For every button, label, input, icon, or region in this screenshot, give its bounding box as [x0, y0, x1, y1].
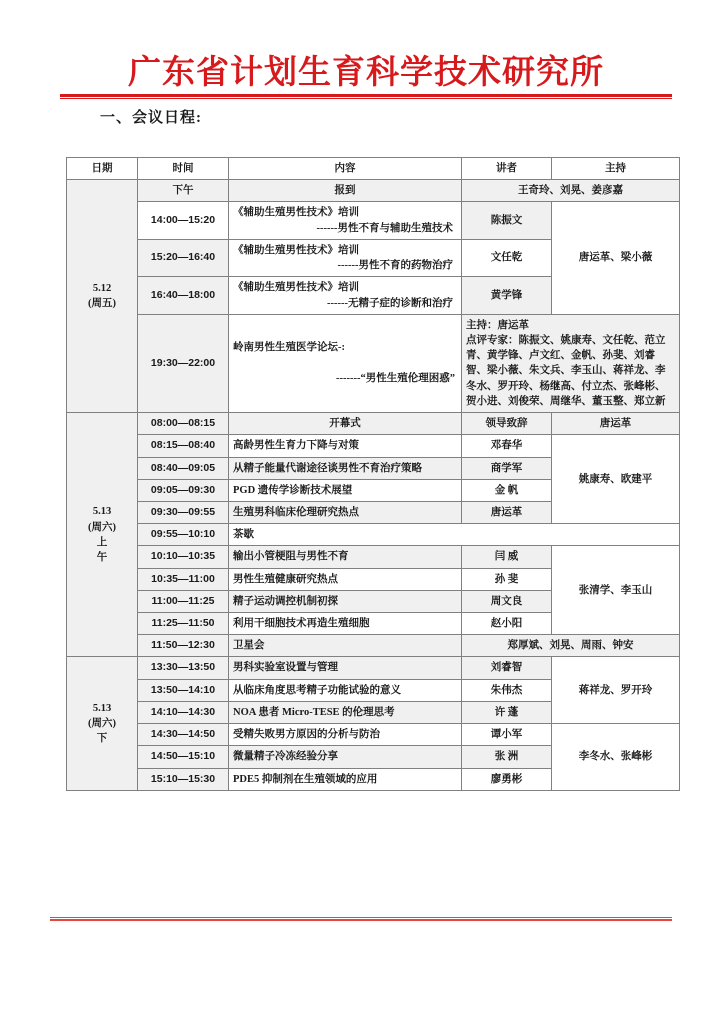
time-cell: 08:40—09:05 [138, 457, 229, 479]
topic-cell: PDE5 抑制剂在生殖领域的应用 [229, 768, 462, 790]
topic-line-1: 《辅助生殖男性技术》培训 [233, 244, 359, 256]
date-cell-day2-am [67, 413, 138, 657]
host-merged-cell: 郑厚斌、刘晃、周雨、钟安 [462, 635, 680, 657]
speaker-cell: 文任乾 [462, 239, 552, 276]
topic-cell: 受精失败男方原因的分析与防治 [229, 724, 462, 746]
time-cell: 11:25—11:50 [138, 613, 229, 635]
speaker-cell: 闫 威 [462, 546, 552, 568]
table-row [67, 635, 680, 657]
time-cell: 10:10—10:35 [138, 546, 229, 568]
time-cell: 14:30—14:50 [138, 724, 229, 746]
speaker-cell: 商学军 [462, 457, 552, 479]
time-cell: 11:50—12:30 [138, 635, 229, 657]
forum-host-label: 主持： [466, 319, 498, 331]
time-cell: 11:00—11:25 [138, 590, 229, 612]
panel-label: 点评专家： [466, 334, 519, 346]
date-value: 5.13 [92, 702, 112, 714]
table-header [67, 158, 680, 180]
time-cell: 下午 [138, 180, 229, 202]
date-cell-day2-pm [67, 657, 138, 790]
forum-line-1: 岭南男性生殖医学论坛-: [233, 342, 345, 354]
topic-cell-break: 茶歇 [229, 524, 680, 546]
topic-line-1: 《辅助生殖男性技术》培训 [233, 207, 359, 219]
table-row [67, 546, 680, 568]
panel-experts-cell [462, 314, 680, 412]
weekday-value: (周六) [88, 521, 116, 533]
half-day-value: 下 [96, 733, 108, 745]
time-cell: 08:15—08:40 [138, 435, 229, 457]
weekday-value: (周六) [88, 718, 116, 730]
speaker-cell: 赵小阳 [462, 613, 552, 635]
speaker-cell: 邓春华 [462, 435, 552, 457]
host-cell: 唐运革 [552, 413, 680, 435]
time-cell: 13:50—14:10 [138, 679, 229, 701]
speaker-cell: 黄学锋 [462, 277, 552, 314]
topic-cell: 男科实验室设置与管理 [229, 657, 462, 679]
table-row [67, 180, 680, 202]
time-cell: 15:20—16:40 [138, 239, 229, 276]
speaker-cell: 张 洲 [462, 746, 552, 768]
time-cell: 09:55—10:10 [138, 524, 229, 546]
time-cell: 08:00—08:15 [138, 413, 229, 435]
speaker-cell: 许 蓬 [462, 701, 552, 723]
host-cell-am-2: 张清学、李玉山 [552, 546, 680, 635]
host-cell-day1: 唐运革、梁小薇 [552, 202, 680, 314]
forum-host-name: 唐运革 [497, 319, 529, 331]
speaker-cell: 朱伟杰 [462, 679, 552, 701]
agenda-table [66, 157, 680, 791]
agenda-table-container [66, 157, 666, 791]
section-heading: 一、会议日程: [100, 110, 202, 126]
topic-cell: PGD 遗传学诊断技术展望 [229, 479, 462, 501]
speaker-cell: 廖勇彬 [462, 768, 552, 790]
topic-cell: 男性生殖健康研究热点 [229, 568, 462, 590]
speaker-cell: 周文良 [462, 590, 552, 612]
time-cell: 14:10—14:30 [138, 701, 229, 723]
speaker-cell: 金 帆 [462, 479, 552, 501]
date-cell-day1 [67, 180, 138, 413]
topic-line-2: ------无精子症的诊断和治疗 [327, 297, 453, 309]
host-merged-cell: 王奇玲、刘晃、姜彦嘉 [462, 180, 680, 202]
speaker-cell: 领导致辞 [462, 413, 552, 435]
weekday-value: (周五) [88, 298, 116, 310]
speaker-cell: 唐运革 [462, 501, 552, 523]
speaker-cell: 谭小军 [462, 724, 552, 746]
topic-cell: 从临床角度思考精子功能试验的意义 [229, 679, 462, 701]
time-cell: 10:35—11:00 [138, 568, 229, 590]
column-header-speaker: 讲者 [462, 158, 552, 180]
document-title: 广东省计划生育科学技术研究所 [128, 52, 604, 91]
time-cell: 13:30—13:50 [138, 657, 229, 679]
half-day-value-2: 午 [96, 551, 108, 563]
topic-cell [229, 202, 462, 239]
time-cell: 16:40—18:00 [138, 277, 229, 314]
speaker-cell: 陈振文 [462, 202, 552, 239]
speaker-cell: 孙 斐 [462, 568, 552, 590]
topic-cell: 精子运动调控机制初探 [229, 590, 462, 612]
topic-line-2: ------男性不育与辅助生殖技术 [316, 222, 453, 234]
forum-line-2: -------“男性生殖伦理困惑” [336, 373, 455, 385]
topic-cell-forum [229, 314, 462, 412]
topic-line-2: ------男性不育的药物治疗 [337, 260, 453, 272]
host-cell-pm-2: 李冬水、张峰彬 [552, 724, 680, 791]
column-header-host: 主持 [552, 158, 680, 180]
host-cell-am-1: 姚康寿、欧建平 [552, 435, 680, 524]
topic-cell: 微量精子冷冻经验分享 [229, 746, 462, 768]
time-cell: 14:00—15:20 [138, 202, 229, 239]
topic-cell: 生殖男科临床伦理研究热点 [229, 501, 462, 523]
table-row-forum [67, 314, 680, 412]
table-row [67, 724, 680, 746]
table-header-row [67, 158, 680, 180]
date-value: 5.13 [92, 506, 112, 518]
table-row [67, 435, 680, 457]
speaker-cell: 刘睿智 [462, 657, 552, 679]
table-body [67, 180, 680, 791]
column-header-topic: 内容 [229, 158, 462, 180]
host-cell-pm-1: 蒋祥龙、罗开玲 [552, 657, 680, 724]
topic-cell: 输出小管梗阻与男性不育 [229, 546, 462, 568]
header-divider-top [60, 94, 672, 97]
table-row-break [67, 524, 680, 546]
time-cell: 09:30—09:55 [138, 501, 229, 523]
table-row [67, 202, 680, 239]
topic-cell: 利用干细胞技术再造生殖细胞 [229, 613, 462, 635]
forum-panel-line [466, 333, 675, 409]
topic-cell: 从精子能量代谢途径谈男性不育治疗策略 [229, 457, 462, 479]
topic-cell: 高龄男性生育力下降与对策 [229, 435, 462, 457]
topic-line-1: 《辅助生殖男性技术》培训 [233, 282, 359, 294]
column-header-date: 日期 [67, 158, 138, 180]
footer-divider [50, 919, 672, 921]
topic-cell: 开幕式 [229, 413, 462, 435]
topic-cell [229, 239, 462, 276]
topic-cell: 报到 [229, 180, 462, 202]
topic-cell: NOA 患者 Micro-TESE 的伦理思考 [229, 701, 462, 723]
table-row [67, 657, 680, 679]
forum-host-line [466, 318, 675, 333]
time-cell: 14:50—15:10 [138, 746, 229, 768]
time-cell: 09:05—09:30 [138, 479, 229, 501]
topic-cell: 卫星会 [229, 635, 462, 657]
half-day-value-1: 上 [96, 536, 108, 548]
table-row [67, 413, 680, 435]
time-cell-forum: 19:30—22:00 [138, 314, 229, 412]
time-cell: 15:10—15:30 [138, 768, 229, 790]
date-value: 5.12 [92, 282, 112, 294]
topic-cell [229, 277, 462, 314]
panel-names: 陈振文、姚康寿、文任乾、范立青、黄学锋、卢文红、金帆、孙斐、刘睿智、梁小薇、朱文兵、李玉山、蒋祥龙、李冬水、罗开玲、杨继高、付立杰、张峰彬、贺小进、刘俊荣、周继华、董玉整、郑立新 [466, 334, 666, 407]
column-header-time: 时间 [138, 158, 229, 180]
